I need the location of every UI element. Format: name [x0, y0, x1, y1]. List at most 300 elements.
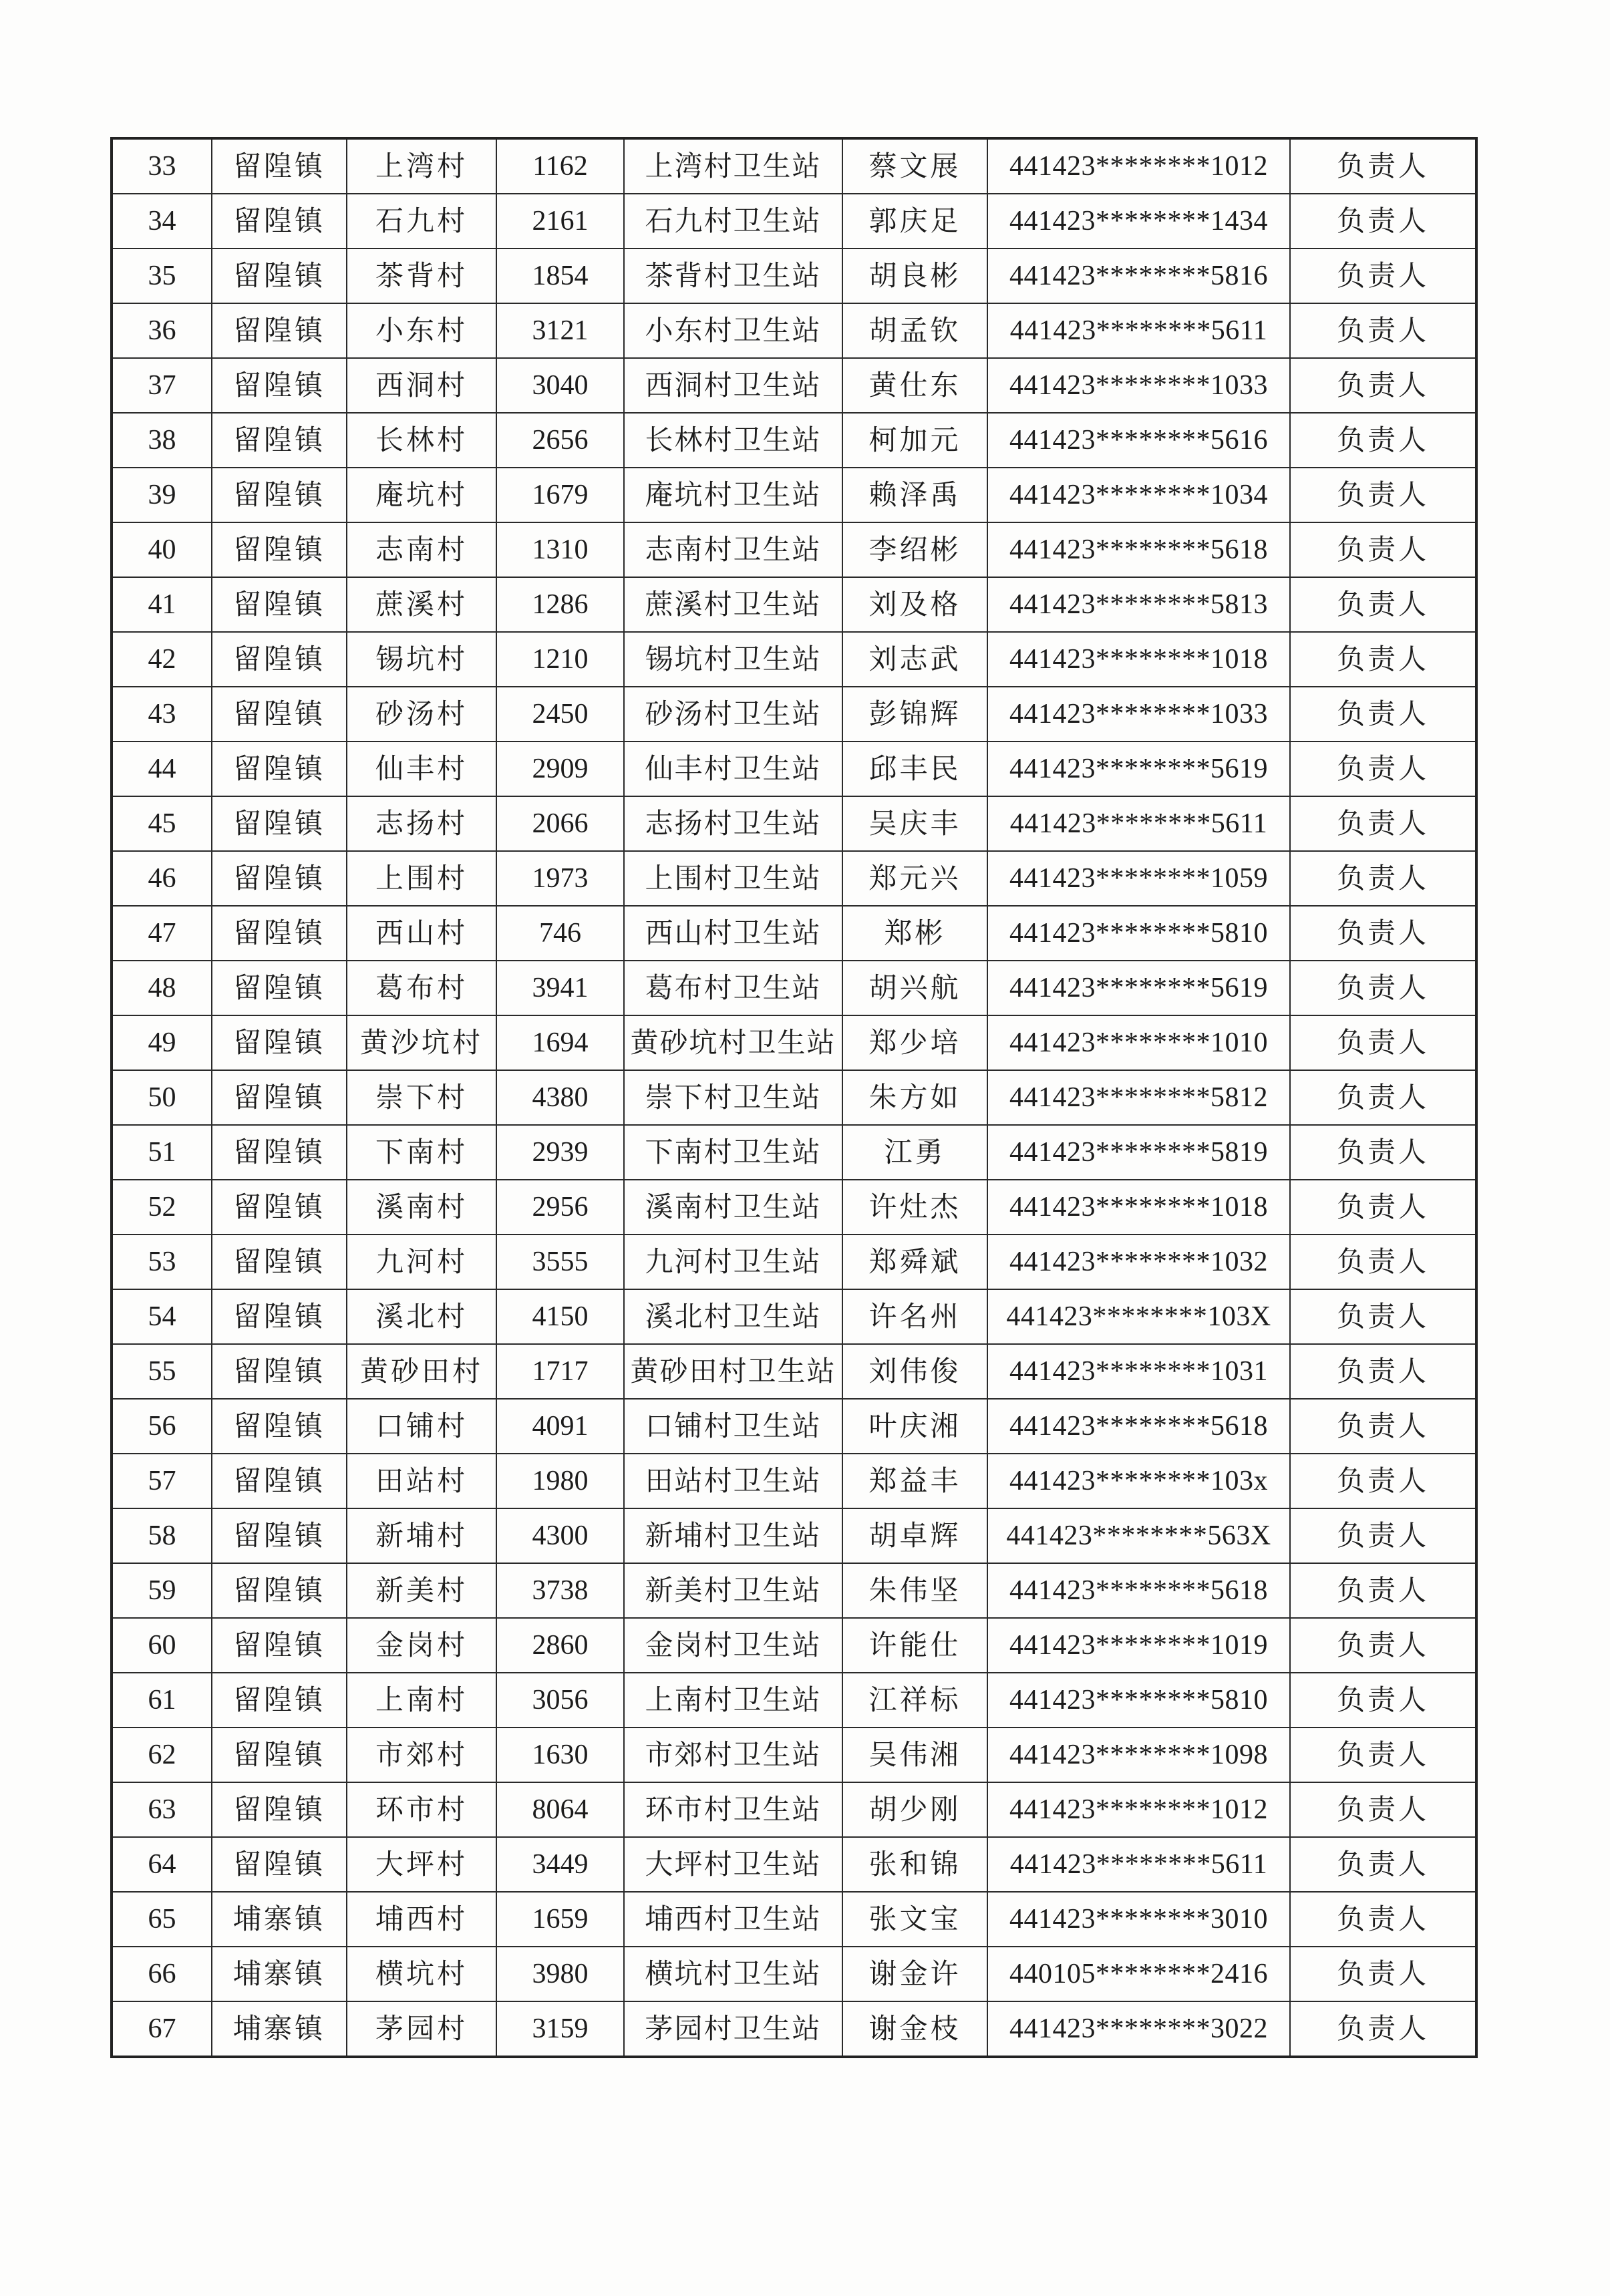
- id-number-cell: 441423********103X: [987, 1289, 1290, 1344]
- clinic-station-cell: 砂汤村卫生站: [624, 687, 842, 742]
- population-cell: 1659: [496, 1892, 624, 1947]
- id-number-cell: 441423********5619: [987, 742, 1290, 796]
- population-cell: 2161: [496, 194, 624, 249]
- person-name-cell: 张和锦: [842, 1837, 987, 1892]
- row-number-cell: 59: [112, 1563, 212, 1618]
- person-name-cell: 朱方如: [842, 1070, 987, 1125]
- population-cell: 2909: [496, 742, 624, 796]
- population-cell: 1854: [496, 249, 624, 303]
- role-cell: 负责人: [1290, 1399, 1476, 1454]
- clinic-station-cell: 上南村卫生站: [624, 1673, 842, 1728]
- row-number-cell: 58: [112, 1508, 212, 1563]
- id-number-cell: 441423********5618: [987, 522, 1290, 577]
- role-cell: 负责人: [1290, 851, 1476, 906]
- id-number-cell: 440105********2416: [987, 1947, 1290, 2001]
- id-number-cell: 441423********1031: [987, 1344, 1290, 1399]
- table-row: [112, 1344, 1476, 1399]
- village-cell: 砂汤村: [347, 687, 496, 742]
- clinic-station-cell: 西洞村卫生站: [624, 358, 842, 413]
- row-number-cell: 57: [112, 1454, 212, 1508]
- village-cell: 金岗村: [347, 1618, 496, 1673]
- row-number-cell: 60: [112, 1618, 212, 1673]
- clinic-station-cell: 志南村卫生站: [624, 522, 842, 577]
- row-number-cell: 52: [112, 1180, 212, 1235]
- id-number-cell: 441423********5812: [987, 1070, 1290, 1125]
- table-row: [112, 1782, 1476, 1837]
- population-cell: 4380: [496, 1070, 624, 1125]
- role-cell: 负责人: [1290, 358, 1476, 413]
- clinic-station-cell: 锡坑村卫生站: [624, 632, 842, 687]
- roster-body: [112, 138, 1476, 2057]
- person-name-cell: 吴庆丰: [842, 796, 987, 851]
- town-cell: 留隍镇: [212, 522, 347, 577]
- id-number-cell: 441423********1010: [987, 1015, 1290, 1070]
- role-cell: 负责人: [1290, 906, 1476, 961]
- table-row: [112, 1454, 1476, 1508]
- table-row: [112, 2001, 1476, 2057]
- town-cell: 留隍镇: [212, 796, 347, 851]
- role-cell: 负责人: [1290, 303, 1476, 358]
- population-cell: 3941: [496, 961, 624, 1015]
- row-number-cell: 47: [112, 906, 212, 961]
- clinic-station-cell: 崇下村卫生站: [624, 1070, 842, 1125]
- clinic-station-cell: 溪北村卫生站: [624, 1289, 842, 1344]
- clinic-station-cell: 茶背村卫生站: [624, 249, 842, 303]
- table-row: [112, 1892, 1476, 1947]
- table-row: [112, 1728, 1476, 1782]
- village-cell: 环市村: [347, 1782, 496, 1837]
- table-row: [112, 194, 1476, 249]
- id-number-cell: 441423********5611: [987, 1837, 1290, 1892]
- clinic-station-cell: 埔西村卫生站: [624, 1892, 842, 1947]
- role-cell: 负责人: [1290, 687, 1476, 742]
- village-cell: 黄沙坑村: [347, 1015, 496, 1070]
- population-cell: 2656: [496, 413, 624, 468]
- town-cell: 留隍镇: [212, 1180, 347, 1235]
- role-cell: 负责人: [1290, 1947, 1476, 2001]
- table-row: [112, 1125, 1476, 1180]
- town-cell: 留隍镇: [212, 1289, 347, 1344]
- clinic-station-cell: 蔗溪村卫生站: [624, 577, 842, 632]
- role-cell: 负责人: [1290, 1125, 1476, 1180]
- village-cell: 仙丰村: [347, 742, 496, 796]
- row-number-cell: 43: [112, 687, 212, 742]
- town-cell: 留隍镇: [212, 303, 347, 358]
- id-number-cell: 441423********5810: [987, 906, 1290, 961]
- table-row: [112, 1399, 1476, 1454]
- population-cell: 2066: [496, 796, 624, 851]
- role-cell: 负责人: [1290, 632, 1476, 687]
- village-cell: 石九村: [347, 194, 496, 249]
- person-name-cell: 刘及格: [842, 577, 987, 632]
- id-number-cell: 441423********5611: [987, 303, 1290, 358]
- population-cell: 1717: [496, 1344, 624, 1399]
- person-name-cell: 郑益丰: [842, 1454, 987, 1508]
- town-cell: 留隍镇: [212, 1728, 347, 1782]
- town-cell: 留隍镇: [212, 742, 347, 796]
- row-number-cell: 62: [112, 1728, 212, 1782]
- village-cell: 上湾村: [347, 138, 496, 194]
- town-cell: 留隍镇: [212, 577, 347, 632]
- town-cell: 留隍镇: [212, 851, 347, 906]
- population-cell: 746: [496, 906, 624, 961]
- clinic-station-cell: 下南村卫生站: [624, 1125, 842, 1180]
- role-cell: 负责人: [1290, 1508, 1476, 1563]
- role-cell: 负责人: [1290, 249, 1476, 303]
- row-number-cell: 49: [112, 1015, 212, 1070]
- town-cell: 留隍镇: [212, 1673, 347, 1728]
- population-cell: 3980: [496, 1947, 624, 2001]
- village-cell: 崇下村: [347, 1070, 496, 1125]
- village-cell: 志扬村: [347, 796, 496, 851]
- town-cell: 留隍镇: [212, 632, 347, 687]
- person-name-cell: 郑元兴: [842, 851, 987, 906]
- row-number-cell: 34: [112, 194, 212, 249]
- clinic-station-cell: 环市村卫生站: [624, 1782, 842, 1837]
- table-row: [112, 577, 1476, 632]
- id-number-cell: 441423********1032: [987, 1235, 1290, 1289]
- clinic-station-cell: 石九村卫生站: [624, 194, 842, 249]
- row-number-cell: 67: [112, 2001, 212, 2057]
- village-cell: 大坪村: [347, 1837, 496, 1892]
- table-row: [112, 1563, 1476, 1618]
- village-cell: 蔗溪村: [347, 577, 496, 632]
- table-row: [112, 906, 1476, 961]
- person-name-cell: 刘伟俊: [842, 1344, 987, 1399]
- person-name-cell: 郑少培: [842, 1015, 987, 1070]
- clinic-station-cell: 田站村卫生站: [624, 1454, 842, 1508]
- table-row: [112, 1235, 1476, 1289]
- id-number-cell: 441423********1012: [987, 138, 1290, 194]
- id-number-cell: 441423********5618: [987, 1399, 1290, 1454]
- population-cell: 4150: [496, 1289, 624, 1344]
- id-number-cell: 441423********1434: [987, 194, 1290, 249]
- role-cell: 负责人: [1290, 1344, 1476, 1399]
- clinic-station-cell: 仙丰村卫生站: [624, 742, 842, 796]
- table-row: [112, 1180, 1476, 1235]
- village-cell: 志南村: [347, 522, 496, 577]
- population-cell: 2939: [496, 1125, 624, 1180]
- table-row: [112, 413, 1476, 468]
- village-cell: 田站村: [347, 1454, 496, 1508]
- village-cell: 西山村: [347, 906, 496, 961]
- role-cell: 负责人: [1290, 1782, 1476, 1837]
- person-name-cell: 李绍彬: [842, 522, 987, 577]
- population-cell: 8064: [496, 1782, 624, 1837]
- row-number-cell: 64: [112, 1837, 212, 1892]
- clinic-station-cell: 溪南村卫生站: [624, 1180, 842, 1235]
- table-row: [112, 796, 1476, 851]
- id-number-cell: 441423********1033: [987, 358, 1290, 413]
- clinic-station-cell: 志扬村卫生站: [624, 796, 842, 851]
- clinic-station-cell: 新埔村卫生站: [624, 1508, 842, 1563]
- population-cell: 3121: [496, 303, 624, 358]
- row-number-cell: 61: [112, 1673, 212, 1728]
- person-name-cell: 胡孟钦: [842, 303, 987, 358]
- person-name-cell: 蔡文展: [842, 138, 987, 194]
- row-number-cell: 51: [112, 1125, 212, 1180]
- person-name-cell: 郭庆足: [842, 194, 987, 249]
- person-name-cell: 郑舜斌: [842, 1235, 987, 1289]
- clinic-station-cell: 口铺村卫生站: [624, 1399, 842, 1454]
- table-row: [112, 138, 1476, 194]
- clinic-station-cell: 九河村卫生站: [624, 1235, 842, 1289]
- role-cell: 负责人: [1290, 1837, 1476, 1892]
- village-cell: 埔西村: [347, 1892, 496, 1947]
- clinic-station-cell: 茅园村卫生站: [624, 2001, 842, 2057]
- clinic-station-cell: 小东村卫生站: [624, 303, 842, 358]
- village-cell: 横坑村: [347, 1947, 496, 2001]
- role-cell: 负责人: [1290, 1454, 1476, 1508]
- village-cell: 上南村: [347, 1673, 496, 1728]
- population-cell: 1286: [496, 577, 624, 632]
- population-cell: 1210: [496, 632, 624, 687]
- person-name-cell: 朱伟坚: [842, 1563, 987, 1618]
- town-cell: 埔寨镇: [212, 1892, 347, 1947]
- person-name-cell: 胡卓辉: [842, 1508, 987, 1563]
- population-cell: 1162: [496, 138, 624, 194]
- person-name-cell: 郑彬: [842, 906, 987, 961]
- id-number-cell: 441423********1019: [987, 1618, 1290, 1673]
- population-cell: 4300: [496, 1508, 624, 1563]
- town-cell: 留隍镇: [212, 138, 347, 194]
- role-cell: 负责人: [1290, 1728, 1476, 1782]
- role-cell: 负责人: [1290, 1289, 1476, 1344]
- role-cell: 负责人: [1290, 413, 1476, 468]
- person-name-cell: 许能仕: [842, 1618, 987, 1673]
- table-row: [112, 1673, 1476, 1728]
- town-cell: 留隍镇: [212, 687, 347, 742]
- id-number-cell: 441423********1018: [987, 632, 1290, 687]
- table-row: [112, 632, 1476, 687]
- row-number-cell: 45: [112, 796, 212, 851]
- row-number-cell: 35: [112, 249, 212, 303]
- town-cell: 留隍镇: [212, 906, 347, 961]
- row-number-cell: 56: [112, 1399, 212, 1454]
- village-cell: 新美村: [347, 1563, 496, 1618]
- person-name-cell: 胡良彬: [842, 249, 987, 303]
- table-row: [112, 851, 1476, 906]
- person-name-cell: 张文宝: [842, 1892, 987, 1947]
- table-row: [112, 1015, 1476, 1070]
- clinic-roster-table: [110, 137, 1478, 2058]
- clinic-station-cell: 西山村卫生站: [624, 906, 842, 961]
- town-cell: 留隍镇: [212, 1454, 347, 1508]
- village-cell: 溪南村: [347, 1180, 496, 1235]
- id-number-cell: 441423********103x: [987, 1454, 1290, 1508]
- row-number-cell: 66: [112, 1947, 212, 2001]
- role-cell: 负责人: [1290, 1015, 1476, 1070]
- row-number-cell: 36: [112, 303, 212, 358]
- town-cell: 埔寨镇: [212, 1947, 347, 2001]
- town-cell: 留隍镇: [212, 1837, 347, 1892]
- town-cell: 留隍镇: [212, 468, 347, 522]
- role-cell: 负责人: [1290, 1070, 1476, 1125]
- table-row: [112, 1070, 1476, 1125]
- row-number-cell: 42: [112, 632, 212, 687]
- row-number-cell: 48: [112, 961, 212, 1015]
- population-cell: 3738: [496, 1563, 624, 1618]
- population-cell: 4091: [496, 1399, 624, 1454]
- clinic-station-cell: 上湾村卫生站: [624, 138, 842, 194]
- id-number-cell: 441423********1012: [987, 1782, 1290, 1837]
- row-number-cell: 54: [112, 1289, 212, 1344]
- person-name-cell: 彭锦辉: [842, 687, 987, 742]
- id-number-cell: 441423********5819: [987, 1125, 1290, 1180]
- row-number-cell: 40: [112, 522, 212, 577]
- role-cell: 负责人: [1290, 468, 1476, 522]
- table-row: [112, 687, 1476, 742]
- row-number-cell: 41: [112, 577, 212, 632]
- table-row: [112, 1947, 1476, 2001]
- row-number-cell: 53: [112, 1235, 212, 1289]
- town-cell: 留隍镇: [212, 1508, 347, 1563]
- clinic-station-cell: 新美村卫生站: [624, 1563, 842, 1618]
- clinic-station-cell: 上围村卫生站: [624, 851, 842, 906]
- role-cell: 负责人: [1290, 138, 1476, 194]
- population-cell: 2860: [496, 1618, 624, 1673]
- population-cell: 2956: [496, 1180, 624, 1235]
- person-name-cell: 邱丰民: [842, 742, 987, 796]
- person-name-cell: 江祥标: [842, 1673, 987, 1728]
- village-cell: 葛布村: [347, 961, 496, 1015]
- table-row: [112, 742, 1476, 796]
- village-cell: 黄砂田村: [347, 1344, 496, 1399]
- population-cell: 1980: [496, 1454, 624, 1508]
- id-number-cell: 441423********5618: [987, 1563, 1290, 1618]
- clinic-station-cell: 黄砂田村卫生站: [624, 1344, 842, 1399]
- id-number-cell: 441423********5611: [987, 796, 1290, 851]
- clinic-station-cell: 市郊村卫生站: [624, 1728, 842, 1782]
- person-name-cell: 谢金枝: [842, 2001, 987, 2057]
- population-cell: 1679: [496, 468, 624, 522]
- person-name-cell: 许灶杰: [842, 1180, 987, 1235]
- table-row: [112, 1289, 1476, 1344]
- person-name-cell: 黄仕东: [842, 358, 987, 413]
- clinic-station-cell: 大坪村卫生站: [624, 1837, 842, 1892]
- population-cell: 3449: [496, 1837, 624, 1892]
- id-number-cell: 441423********1018: [987, 1180, 1290, 1235]
- id-number-cell: 441423********3022: [987, 2001, 1290, 2057]
- row-number-cell: 63: [112, 1782, 212, 1837]
- population-cell: 2450: [496, 687, 624, 742]
- id-number-cell: 441423********5816: [987, 249, 1290, 303]
- town-cell: 留隍镇: [212, 1344, 347, 1399]
- village-cell: 长林村: [347, 413, 496, 468]
- row-number-cell: 33: [112, 138, 212, 194]
- row-number-cell: 39: [112, 468, 212, 522]
- table-row: [112, 358, 1476, 413]
- person-name-cell: 江勇: [842, 1125, 987, 1180]
- id-number-cell: 441423********5810: [987, 1673, 1290, 1728]
- role-cell: 负责人: [1290, 742, 1476, 796]
- person-name-cell: 谢金许: [842, 1947, 987, 2001]
- town-cell: 埔寨镇: [212, 2001, 347, 2057]
- town-cell: 留隍镇: [212, 1618, 347, 1673]
- id-number-cell: 441423********1098: [987, 1728, 1290, 1782]
- table-row: [112, 1837, 1476, 1892]
- role-cell: 负责人: [1290, 2001, 1476, 2057]
- village-cell: 新埔村: [347, 1508, 496, 1563]
- table-row: [112, 468, 1476, 522]
- village-cell: 庵坑村: [347, 468, 496, 522]
- village-cell: 小东村: [347, 303, 496, 358]
- table-row: [112, 1508, 1476, 1563]
- town-cell: 留隍镇: [212, 1399, 347, 1454]
- population-cell: 1630: [496, 1728, 624, 1782]
- clinic-station-cell: 长林村卫生站: [624, 413, 842, 468]
- population-cell: 3555: [496, 1235, 624, 1289]
- village-cell: 锡坑村: [347, 632, 496, 687]
- role-cell: 负责人: [1290, 1673, 1476, 1728]
- village-cell: 下南村: [347, 1125, 496, 1180]
- town-cell: 留隍镇: [212, 1782, 347, 1837]
- person-name-cell: 赖泽禹: [842, 468, 987, 522]
- clinic-station-cell: 黄砂坑村卫生站: [624, 1015, 842, 1070]
- person-name-cell: 柯加元: [842, 413, 987, 468]
- population-cell: 1694: [496, 1015, 624, 1070]
- row-number-cell: 37: [112, 358, 212, 413]
- table-row: [112, 522, 1476, 577]
- role-cell: 负责人: [1290, 1892, 1476, 1947]
- population-cell: 1310: [496, 522, 624, 577]
- row-number-cell: 46: [112, 851, 212, 906]
- row-number-cell: 38: [112, 413, 212, 468]
- id-number-cell: 441423********5619: [987, 961, 1290, 1015]
- id-number-cell: 441423********1033: [987, 687, 1290, 742]
- population-cell: 1973: [496, 851, 624, 906]
- row-number-cell: 44: [112, 742, 212, 796]
- town-cell: 留隍镇: [212, 358, 347, 413]
- town-cell: 留隍镇: [212, 961, 347, 1015]
- town-cell: 留隍镇: [212, 1235, 347, 1289]
- village-cell: 西洞村: [347, 358, 496, 413]
- population-cell: 3159: [496, 2001, 624, 2057]
- clinic-station-cell: 庵坑村卫生站: [624, 468, 842, 522]
- id-number-cell: 441423********5813: [987, 577, 1290, 632]
- village-cell: 茶背村: [347, 249, 496, 303]
- role-cell: 负责人: [1290, 194, 1476, 249]
- population-cell: 3056: [496, 1673, 624, 1728]
- clinic-station-cell: 葛布村卫生站: [624, 961, 842, 1015]
- village-cell: 九河村: [347, 1235, 496, 1289]
- clinic-station-cell: 横坑村卫生站: [624, 1947, 842, 2001]
- village-cell: 茅园村: [347, 2001, 496, 2057]
- table-row: [112, 249, 1476, 303]
- person-name-cell: 叶庆湘: [842, 1399, 987, 1454]
- person-name-cell: 胡兴航: [842, 961, 987, 1015]
- role-cell: 负责人: [1290, 1563, 1476, 1618]
- table-row: [112, 961, 1476, 1015]
- person-name-cell: 刘志武: [842, 632, 987, 687]
- village-cell: 市郊村: [347, 1728, 496, 1782]
- town-cell: 留隍镇: [212, 249, 347, 303]
- village-cell: 口铺村: [347, 1399, 496, 1454]
- person-name-cell: 胡少刚: [842, 1782, 987, 1837]
- id-number-cell: 441423********1059: [987, 851, 1290, 906]
- row-number-cell: 55: [112, 1344, 212, 1399]
- village-cell: 溪北村: [347, 1289, 496, 1344]
- town-cell: 留隍镇: [212, 194, 347, 249]
- role-cell: 负责人: [1290, 1618, 1476, 1673]
- id-number-cell: 441423********1034: [987, 468, 1290, 522]
- clinic-station-cell: 金岗村卫生站: [624, 1618, 842, 1673]
- table-row: [112, 303, 1476, 358]
- town-cell: 留隍镇: [212, 1125, 347, 1180]
- village-cell: 上围村: [347, 851, 496, 906]
- town-cell: 留隍镇: [212, 1015, 347, 1070]
- id-number-cell: 441423********5616: [987, 413, 1290, 468]
